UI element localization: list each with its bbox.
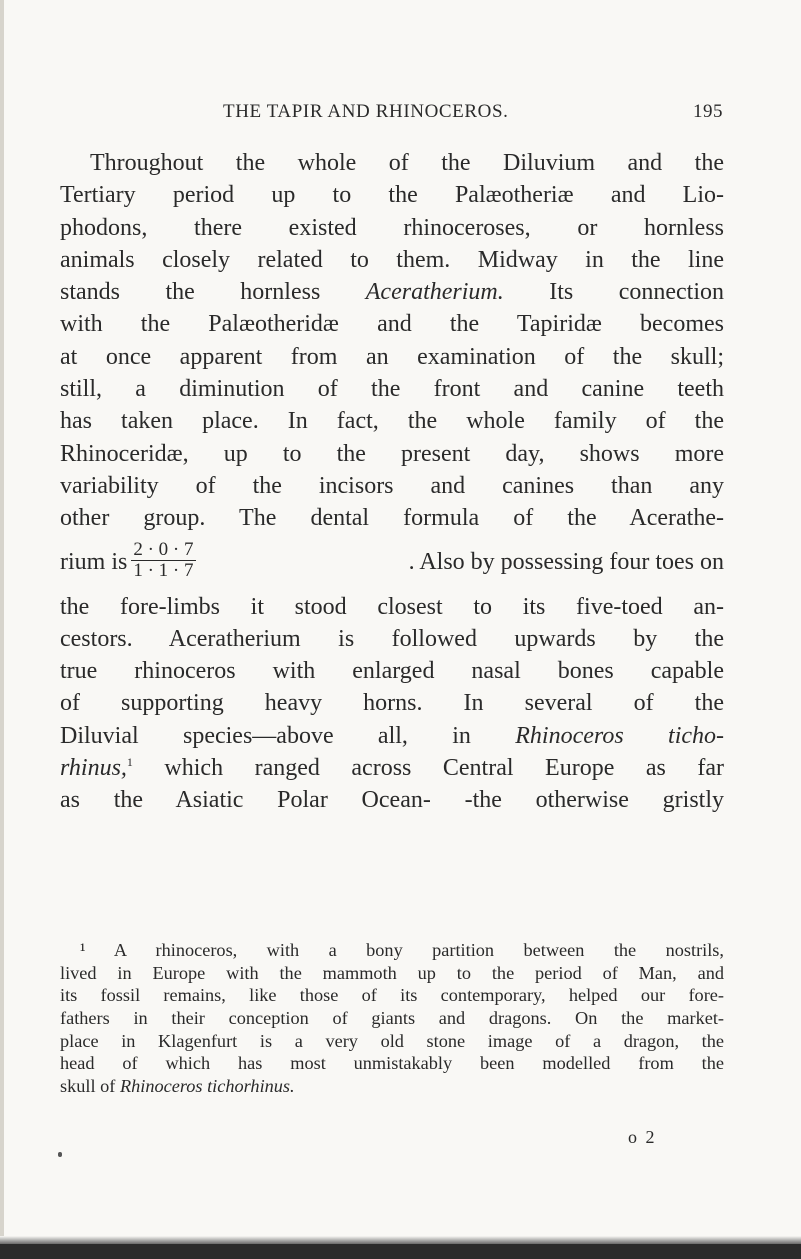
text-line: of supporting heavy horns. In several of the [60,690,724,717]
text-line: the fore-limbs it stood closest to its five-toed an- [60,593,724,620]
text-line: has taken place. In fact, the whole family of the [60,408,724,435]
species-name: Rhinoceros tichorhinus. [119,1076,295,1097]
text-line: cestors. Aceratherium is followed upwards by the [60,625,724,652]
dental-formula-line [60,535,724,591]
text-segment: . Also by possessing four toes on [408,549,724,576]
species-name: Rhinoceros ticho- [515,722,725,749]
dental-formula-denominator: 1 · 1 · 7 [133,560,194,582]
footnote-line: head of which has most unmistakably been modelled from the [60,1053,724,1074]
footnote [60,939,724,1098]
page-bottom-edge [0,1244,801,1259]
text-segment: Diluvial species—above all, in [60,722,516,749]
dental-formula-fraction [131,540,195,581]
text-line: other group. The dental formula of the Acerathe- [60,505,724,532]
text-segment: A rhinoceros, with a bony partition between the nostrils, [85,940,724,960]
text-segment: skull of [60,1076,120,1097]
footnote-reference: 1 [126,755,133,770]
text-line: Tertiary period up to the Palæotheriæ and Lio- [60,182,724,209]
text-line: with the Palæotheridæ and the Tapiridæ becomes [60,311,724,338]
page-number: 195 [693,101,723,122]
footnote-line: fathers in their conception of giants and dragons. On the market- [60,1008,724,1029]
running-head [223,101,723,127]
text-segment: Its connection [503,279,724,306]
footnote-line: lived in Europe with the mammoth up to the period of Man, and [60,962,724,983]
footnote-line [60,939,724,962]
text-line: variability of the incisors and canines than any [60,472,724,499]
text-segment: which ranged across Central Europe as far [132,755,724,782]
page-gutter-edge [0,0,4,1259]
footnote-marker: ¹ [80,940,86,960]
text-line: phodons, there existed rhinoceroses, or hornless [60,214,724,241]
dental-formula-numerator: 2 · 0 · 7 [133,539,194,561]
text-segment: stands the hornless [60,279,366,306]
footnote-line [60,1075,724,1098]
footnote-line: place in Klagenfurt is a very old stone image of a dragon, the [60,1030,724,1051]
text-line: Throughout the whole of the Diluvium and the [90,150,724,176]
text-line: as the Asiatic Polar Ocean- -the otherwise gristly [60,787,724,814]
text-line [60,752,724,784]
running-head-title: THE TAPIR AND RHINOCEROS. [223,101,509,122]
text-line: at once apparent from an examination of the skull; [60,343,724,370]
text-segment: rium is [60,549,128,576]
body-paragraph [60,147,724,817]
genus-name-aceratherium: Aceratherium. [365,279,504,306]
footnote-line: its fossil remains, like those of its contemporary, helped our fore- [60,985,724,1006]
text-line: still, a diminution of the front and canine teeth [60,376,724,403]
print-speck [58,1152,62,1157]
species-name: rhinus, [60,755,127,782]
text-line: Rhinoceridæ, up to the present day, shows more [60,440,724,467]
text-line: true rhinoceros with enlarged nasal bones capable [60,658,724,685]
text-line [60,720,724,752]
page-bottom-shadow [0,1236,801,1244]
signature-mark: o 2 [628,1127,657,1147]
text-line [60,276,724,308]
text-line: animals closely related to them. Midway in the line [60,246,724,273]
